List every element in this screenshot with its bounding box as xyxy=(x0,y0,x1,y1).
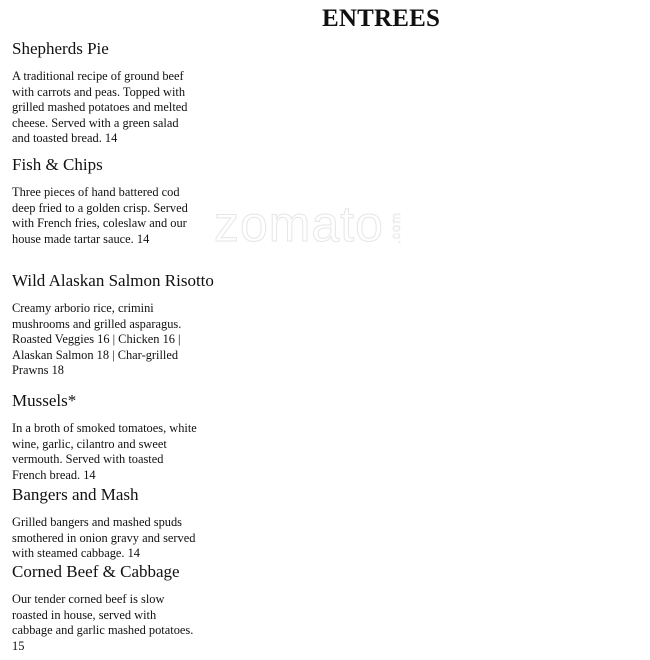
description-line: In a broth of smoked tomatoes, white xyxy=(12,421,197,435)
description-line: roasted in house, served with xyxy=(12,607,157,622)
item-description xyxy=(12,421,212,483)
description-line: cheese. Served with a green salad xyxy=(12,115,179,130)
watermark-suffix: .com xyxy=(388,211,404,244)
description-line: French bread. 14 xyxy=(12,467,96,482)
item-name: Mussels* xyxy=(12,391,77,410)
description-line: Three pieces of hand battered cod xyxy=(12,185,180,199)
description-line: Creamy arborio rice, crimini xyxy=(12,301,154,315)
item-description xyxy=(12,592,212,654)
description-line: grilled mashed potatoes and melted xyxy=(12,100,188,114)
item-description xyxy=(12,185,212,247)
description-line: Prawns 18 xyxy=(12,363,64,377)
menu-item-salmon-risotto xyxy=(12,271,222,379)
description-line: smothered in onion gravy and served xyxy=(12,530,196,545)
description-line: with French fries, coleslaw and our xyxy=(12,216,187,230)
item-name: Fish & Chips xyxy=(12,155,103,174)
description-line: A traditional recipe of ground beef xyxy=(12,69,184,83)
page-title: ENTREES xyxy=(322,5,441,32)
description-line: wine, garlic, cilantro and sweet xyxy=(12,436,167,451)
watermark-text: zomato xyxy=(214,196,384,252)
description-line: mushrooms and grilled asparagus. xyxy=(12,316,182,331)
description-line: vermouth. Served with toasted xyxy=(12,452,164,466)
description-line: and toasted bread. 14 xyxy=(12,131,118,145)
item-name: Shepherds Pie xyxy=(12,39,109,58)
description-line: Roasted Veggies 16 | Chicken 16 | xyxy=(12,332,181,346)
description-line: with steamed cabbage. 14 xyxy=(12,546,140,560)
menu-item-corned-beef-and-cabbage xyxy=(12,562,222,654)
zomato-watermark xyxy=(214,196,412,256)
item-description xyxy=(12,301,212,379)
item-description xyxy=(12,69,212,147)
item-name: Wild Alaskan Salmon Risotto xyxy=(12,271,214,290)
item-name: Corned Beef & Cabbage xyxy=(12,562,180,581)
description-line: house made tartar sauce. 14 xyxy=(12,231,150,246)
menu-item-fish-and-chips xyxy=(12,155,222,247)
item-name: Bangers and Mash xyxy=(12,485,139,504)
description-line: Our tender corned beef is slow xyxy=(12,592,165,606)
menu-item-bangers-and-mash xyxy=(12,485,222,562)
description-line: with carrots and peas. Topped with xyxy=(12,84,186,99)
menu-item-shepherds-pie xyxy=(12,39,222,147)
item-description xyxy=(12,515,212,562)
description-line: cabbage and garlic mashed potatoes. xyxy=(12,623,194,637)
description-line: 15 xyxy=(12,638,25,653)
description-line: Alaskan Salmon 18 | Char-grilled xyxy=(12,347,179,362)
description-line: Grilled bangers and mashed spuds xyxy=(12,515,182,529)
menu-item-mussels xyxy=(12,391,222,483)
description-line: deep fried to a golden crisp. Served xyxy=(12,200,188,215)
